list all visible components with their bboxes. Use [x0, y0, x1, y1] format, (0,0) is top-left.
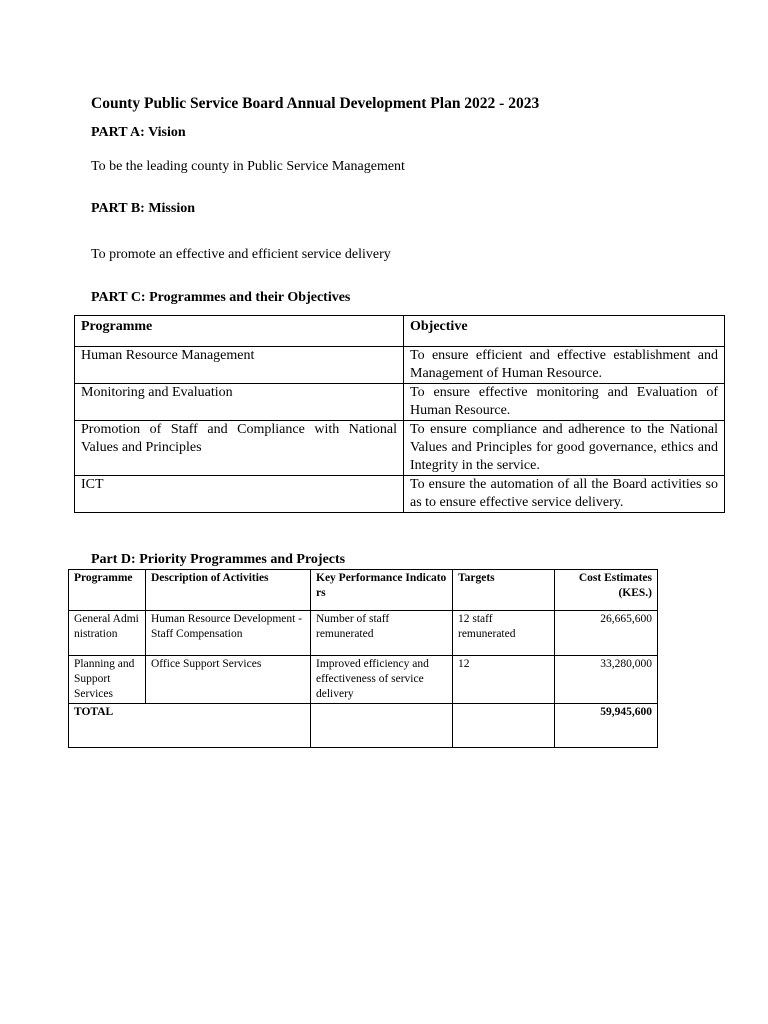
header-activities: Description of Activities — [146, 570, 311, 611]
part-d-heading: Part D: Priority Programmes and Projects — [91, 552, 346, 567]
activities-cell: Office Support Services — [146, 656, 311, 704]
table-row — [75, 476, 725, 513]
kpi-cell: Improved efficiency and effectiveness of service delivery — [311, 656, 453, 704]
objective-cell: To ensure efficient and effective establishment and Management of Human Resource. — [404, 347, 725, 384]
header-cost: Cost Estimates (KES.) — [555, 570, 658, 611]
table-header-row — [75, 316, 725, 347]
targets-cell: 12 — [453, 656, 555, 704]
total-label: TOTAL — [69, 704, 311, 748]
objective-cell: To ensure the automation of all the Board activities so as to ensure effective service delivery. — [404, 476, 725, 513]
activities-cell: Human Resource Development - Staff Compensation — [146, 611, 311, 656]
table-header-row — [69, 570, 658, 611]
table-row — [75, 384, 725, 421]
total-empty-cell — [311, 704, 453, 748]
table-row — [75, 421, 725, 476]
cost-cell: 33,280,000 — [555, 656, 658, 704]
programme-cell: Monitoring and Evaluation — [75, 384, 404, 421]
total-cost: 59,945,600 — [555, 704, 658, 748]
programme-cell: Promotion of Staff and Compliance with National Values and Principles — [75, 421, 404, 476]
priority-programmes-table — [68, 569, 658, 748]
kpi-cell: Number of staff remunerated — [311, 611, 453, 656]
objective-cell: To ensure compliance and adherence to the National Values and Principles for good governance, ethics and Integrity in the service. — [404, 421, 725, 476]
total-empty-cell — [453, 704, 555, 748]
header-objective: Objective — [404, 316, 725, 347]
part-a-heading: PART A: Vision — [91, 125, 186, 140]
programme-cell: General Administration — [69, 611, 146, 656]
programme-cell: ICT — [75, 476, 404, 513]
cost-cell: 26,665,600 — [555, 611, 658, 656]
header-kpi: Key Performance Indicators — [311, 570, 453, 611]
total-row — [69, 704, 658, 748]
part-b-heading: PART B: Mission — [91, 201, 196, 216]
objective-cell: To ensure effective monitoring and Evaluation of Human Resource. — [404, 384, 725, 421]
header-programme: Programme — [75, 316, 404, 347]
programmes-objectives-table — [74, 315, 725, 513]
header-programme: Programme — [69, 570, 146, 611]
part-c-heading: PART C: Programmes and their Objectives — [91, 290, 351, 305]
mission-text: To promote an effective and efficient service delivery — [91, 247, 391, 262]
programme-cell: Human Resource Management — [75, 347, 404, 384]
table-row — [69, 656, 658, 704]
programme-cell: Planning and Support Services — [69, 656, 146, 704]
document-title: County Public Service Board Annual Development Plan 2022 - 2023 — [91, 95, 540, 112]
table-row — [69, 611, 658, 656]
table-row — [75, 347, 725, 384]
header-targets: Targets — [453, 570, 555, 611]
vision-text: To be the leading county in Public Service Management — [91, 159, 405, 174]
targets-cell: 12 staff remunerated — [453, 611, 555, 656]
